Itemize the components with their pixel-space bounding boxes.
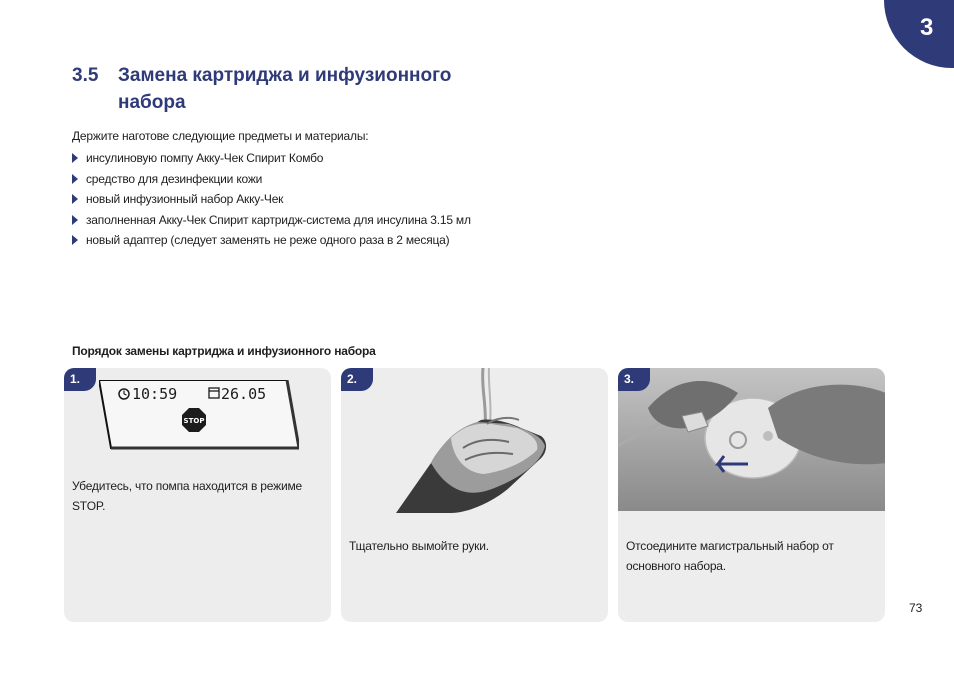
washing-hands-photo: [391, 368, 561, 513]
list-item: новый инфузионный набор Акку-Чек: [72, 191, 471, 212]
list-item: средство для дезинфекции кожи: [72, 171, 471, 192]
stop-label: STOP: [183, 417, 205, 425]
chapter-tab: [884, 0, 954, 68]
page-number: 73: [909, 601, 923, 615]
intro-text: Держите наготове следующие предметы и материалы:: [72, 129, 369, 143]
step-badge: 3.: [618, 368, 650, 391]
display-time: 10:59: [132, 385, 178, 403]
bullet-arrow-icon: [72, 194, 78, 204]
list-item: заполненная Акку-Чек Спирит картридж-система для инсулина 3.15 мл: [72, 212, 471, 233]
step-card-3: [618, 368, 885, 622]
list-item: новый адаптер (следует заменять не реже одного раза в 2 месяца): [72, 232, 471, 253]
display-date: 26.05: [221, 385, 267, 403]
procedure-label: Порядок замены картриджа и инфузионного набора: [72, 344, 376, 358]
bullet-arrow-icon: [72, 174, 78, 184]
step-badge: 1.: [64, 368, 96, 391]
step-card-1: [64, 368, 331, 622]
list-item: инсулиновую помпу Акку-Чек Спирит Комбо: [72, 150, 471, 171]
step-caption: Тщательно вымойте руки.: [349, 539, 489, 553]
materials-list: [72, 150, 471, 253]
bullet-arrow-icon: [72, 235, 78, 245]
disconnect-infusion-set-photo: [618, 368, 885, 511]
step-caption: Отсоедините магистральный набор от основного набора.: [626, 539, 834, 573]
section-title: Замена картриджа и инфузионного набора: [118, 65, 452, 113]
section-number: 3.5: [72, 65, 99, 86]
chapter-number: 3: [920, 14, 934, 41]
step-badge: 2.: [341, 368, 373, 391]
pump-display-illustration: [99, 380, 299, 452]
bullet-arrow-icon: [72, 215, 78, 225]
step-card-2: [341, 368, 608, 622]
bullet-arrow-icon: [72, 153, 78, 163]
step-caption: Убедитесь, что помпа находится в режиме STOP.: [72, 479, 302, 513]
